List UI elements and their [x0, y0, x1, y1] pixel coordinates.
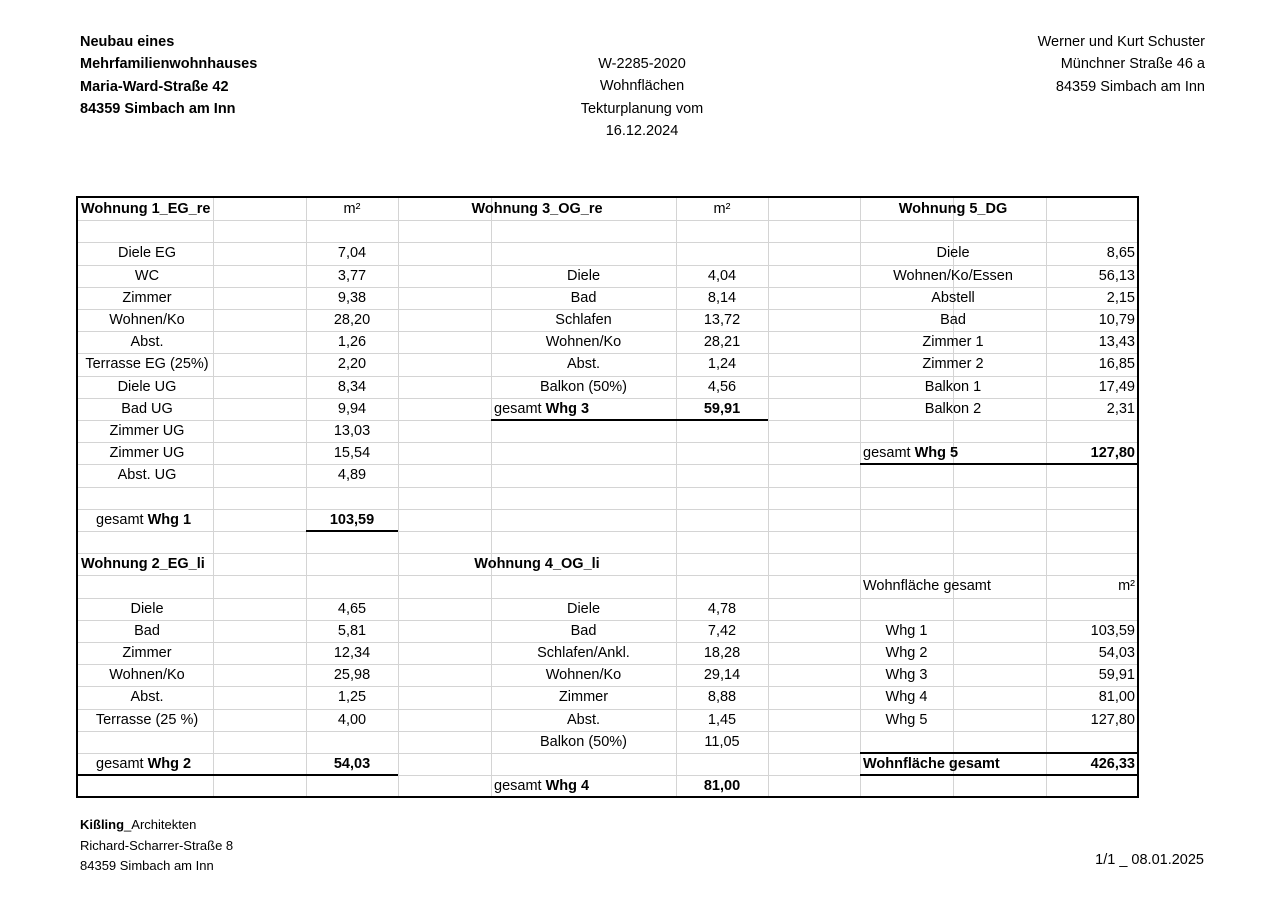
total-underline [306, 530, 398, 532]
total-underline [491, 419, 768, 421]
room-area: 56,13 [1098, 267, 1135, 284]
grid-line [768, 198, 769, 796]
total-underline [860, 752, 1138, 754]
unit-total-value: 54,03 [333, 756, 371, 772]
room-area: 13,72 [703, 312, 741, 328]
room-area: 25,98 [333, 667, 371, 684]
room-name: Bad [570, 622, 597, 639]
room-name: Schlafen/Ankl. [537, 645, 630, 661]
room-area: 15,54 [333, 445, 371, 462]
summary-total-label: Wohnfläche gesamt [863, 756, 1000, 772]
title-line: 16.12.2024 [605, 122, 679, 139]
room-area: 8,34 [337, 378, 367, 395]
room-name: Schlafen [555, 312, 612, 328]
grid-line [78, 531, 1137, 532]
title-line: W-2285-2020 [598, 56, 686, 72]
room-name: Balkon (50%) [539, 733, 628, 750]
firm-address-line: 84359 Simbach am Inn [80, 858, 214, 873]
unit-total-label: gesamt Whg 5 [863, 445, 959, 462]
unit-total-value: 103,59 [329, 511, 375, 528]
title-line: Wohnflächen [599, 78, 685, 95]
room-name: Abst. [566, 711, 601, 728]
room-name: Zimmer [122, 289, 172, 306]
room-area: 8,65 [1106, 245, 1135, 262]
room-name: Terrasse (25 %) [95, 711, 199, 728]
unit-total-label: gesamt Whg 4 [494, 778, 590, 795]
room-name: Zimmer UG [109, 423, 185, 439]
room-area: 8,88 [707, 689, 737, 706]
architect-info [80, 815, 233, 877]
room-name: Wohnen/Ko [545, 667, 622, 684]
room-name: Zimmer [558, 689, 609, 706]
client-line: 84359 Simbach am Inn [1055, 78, 1205, 95]
room-area: 28,20 [333, 312, 371, 328]
room-area: 1,25 [337, 689, 367, 706]
room-area: 2,15 [1106, 289, 1135, 306]
summary-row-label: Whg 3 [885, 667, 928, 684]
project-line: 84359 Simbach am Inn [80, 100, 236, 117]
grid-line [78, 487, 1137, 488]
unit-title: Wohnung 3_OG_re [471, 201, 603, 217]
room-name: Diele UG [117, 378, 177, 395]
client-line: Münchner Straße 46 a [1060, 56, 1205, 73]
room-name: Wohnen/Ko [109, 312, 185, 328]
room-name: Balkon (50%) [539, 378, 628, 395]
client-line: Werner und Kurt Schuster [1037, 34, 1205, 50]
room-area: 13,43 [1098, 334, 1135, 351]
room-area: 11,05 [704, 733, 740, 750]
summary-row-label: Whg 2 [885, 645, 928, 661]
unit-total-label: gesamt Whg 3 [494, 400, 590, 417]
room-name: Abstell [931, 289, 975, 306]
project-line: Maria-Ward-Straße 42 [80, 78, 229, 95]
room-area: 1,45 [707, 711, 737, 728]
summary-row-label: Whg 5 [885, 711, 928, 728]
room-name: Bad UG [121, 400, 173, 417]
room-area: 8,14 [707, 289, 737, 306]
room-name: Diele EG [117, 245, 177, 262]
room-name: Bad [134, 622, 160, 639]
room-area: 10,79 [1098, 312, 1135, 328]
room-area: 4,89 [337, 467, 367, 484]
room-name: Balkon 2 [924, 400, 982, 417]
room-area: 3,77 [337, 267, 367, 284]
unit-total-value: 81,00 [703, 778, 741, 795]
room-area: 12,34 [333, 645, 371, 661]
room-name: Bad [570, 289, 597, 306]
room-name: Zimmer 2 [922, 356, 984, 373]
room-name: Abst. [130, 689, 164, 706]
room-name: Diele [130, 600, 164, 617]
room-name: Abst. UG [117, 467, 177, 484]
summary-unit: m² [1118, 578, 1135, 595]
room-area: 4,78 [707, 600, 737, 617]
room-name: Balkon 1 [924, 378, 982, 395]
summary-title: Wohnfläche gesamt [863, 578, 991, 595]
summary-row-value: 81,00 [1098, 689, 1135, 706]
room-area: 4,04 [707, 267, 737, 284]
project-line: Mehrfamilienwohnhauses [80, 56, 258, 73]
title-line: Tekturplanung vom [580, 100, 704, 117]
room-name: Zimmer UG [109, 445, 185, 462]
summary-row-value: 127,80 [1090, 711, 1135, 728]
room-name: Diele [936, 245, 970, 262]
total-underline [78, 774, 398, 776]
room-name: Diele [566, 600, 601, 617]
unit-total-label: gesamt Whg 1 [96, 511, 192, 528]
unit-title: Wohnung 5_DG [898, 201, 1008, 217]
room-name: Wohnen/Ko [109, 667, 185, 684]
summary-row-value: 54,03 [1098, 645, 1135, 661]
area-table [76, 196, 1139, 798]
unit-total-value: 127,80 [1090, 445, 1135, 462]
unit-total-label: gesamt Whg 2 [96, 756, 192, 772]
room-area: 29,14 [703, 667, 741, 684]
room-name: Diele [566, 267, 601, 284]
room-name: Abst. [130, 334, 164, 351]
total-underline [860, 774, 1138, 776]
room-area: 4,00 [337, 711, 367, 728]
grid-line [398, 198, 399, 796]
firm-address-line: Richard-Scharrer-Straße 8 [80, 837, 234, 853]
room-area: 9,94 [337, 400, 367, 417]
room-name: Abst. [566, 356, 601, 373]
room-area: 7,42 [707, 622, 737, 639]
room-area: 2,20 [337, 356, 367, 373]
room-area: 9,38 [337, 289, 367, 306]
firm-name: Kißling_Architekten [80, 817, 197, 832]
room-name: Terrasse EG (25%) [85, 356, 209, 373]
room-area: 17,49 [1098, 378, 1135, 395]
room-name: WC [134, 267, 160, 284]
room-name: Zimmer 1 [922, 334, 984, 351]
room-name: Zimmer [122, 645, 172, 661]
room-name: Wohnen/Ko [545, 334, 622, 351]
room-name: Wohnen/Ko/Essen [893, 267, 1013, 284]
summary-row-value: 59,91 [1098, 667, 1135, 684]
total-underline [860, 463, 1138, 465]
room-area: 4,65 [337, 600, 367, 617]
page-info: 1/1 _ 08.01.2025 [1095, 852, 1204, 868]
unit-title: Wohnung 1_EG_re [81, 201, 211, 217]
unit-title: Wohnung 4_OG_li [474, 556, 600, 573]
unit-column-header: m² [343, 201, 361, 217]
summary-row-label: Whg 4 [885, 689, 928, 706]
summary-row-value: 103,59 [1090, 622, 1135, 639]
room-area: 5,81 [337, 622, 367, 639]
project-line: Neubau eines [80, 34, 175, 50]
room-area: 1,24 [707, 356, 737, 373]
room-area: 16,85 [1098, 356, 1135, 373]
room-area: 4,56 [707, 378, 737, 395]
project-info [80, 31, 257, 120]
room-area: 7,04 [337, 245, 367, 262]
summary-row-label: Whg 1 [885, 622, 928, 639]
unit-column-header: m² [713, 201, 731, 217]
document-title [512, 53, 772, 142]
room-area: 2,31 [1106, 400, 1135, 417]
room-area: 1,26 [337, 334, 367, 351]
client-info [1038, 31, 1205, 98]
unit-title: Wohnung 2_EG_li [81, 556, 205, 573]
grid-line [78, 220, 1137, 221]
room-area: 18,28 [703, 645, 741, 661]
room-name: Bad [940, 312, 966, 328]
room-area: 13,03 [333, 423, 371, 439]
room-area: 28,21 [703, 334, 741, 351]
summary-total-value: 426,33 [1090, 756, 1135, 772]
unit-total-value: 59,91 [703, 400, 741, 417]
